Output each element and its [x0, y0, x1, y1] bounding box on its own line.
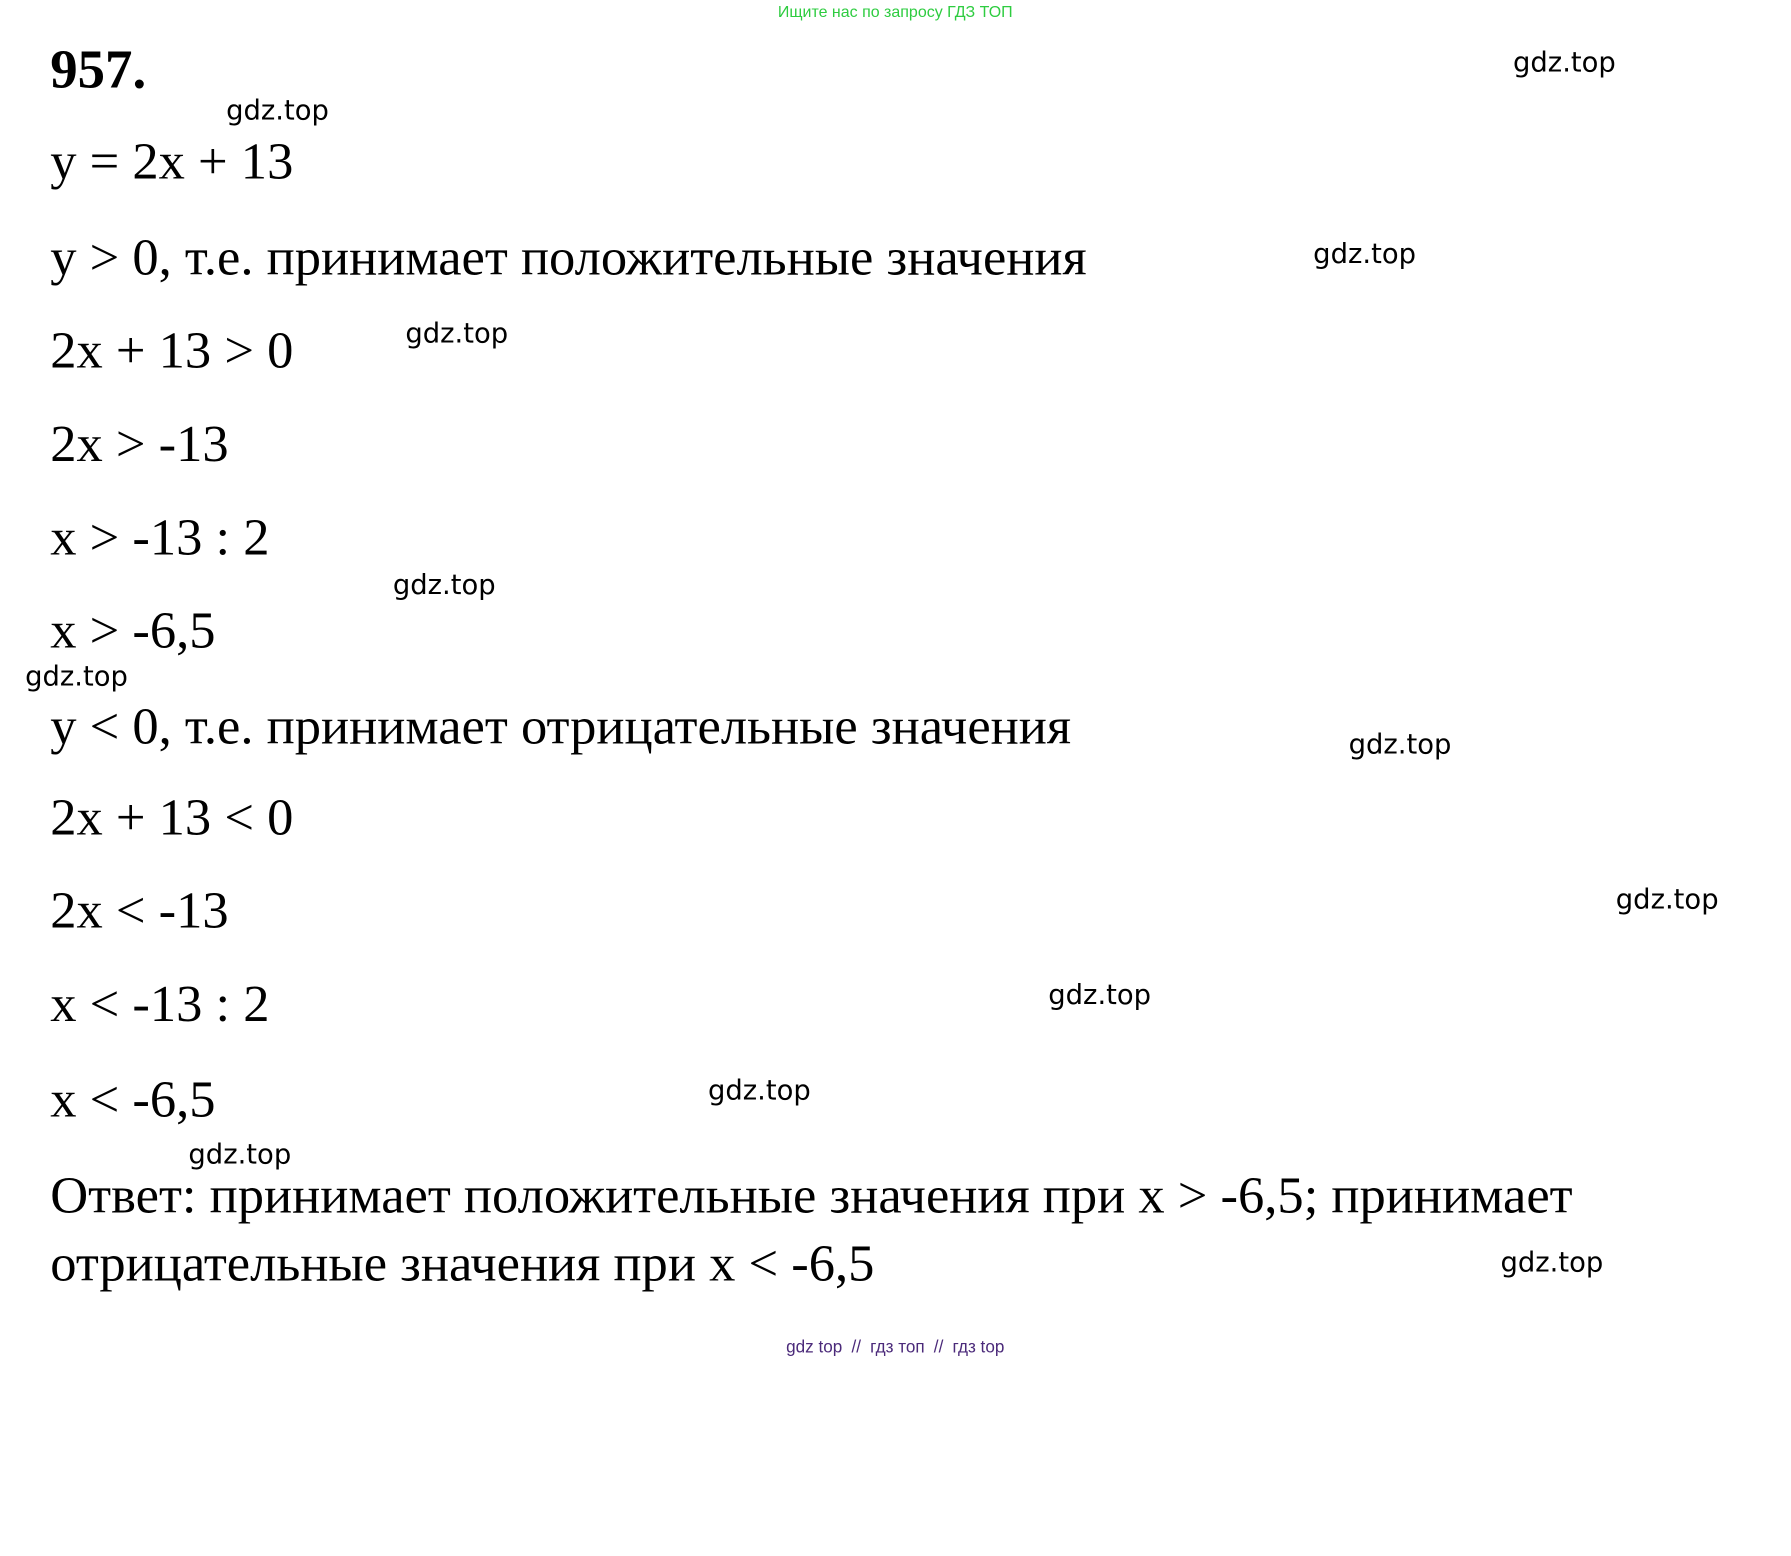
footer-link-gdz-top-mixed[interactable]: гдз top — [952, 1337, 1005, 1357]
watermark: gdz.top — [1615, 883, 1719, 916]
watermark: gdz.top — [1348, 728, 1452, 761]
footer-links — [0, 1336, 1790, 1359]
footer-separator: // — [933, 1337, 944, 1357]
footer-separator: // — [851, 1337, 861, 1357]
solution-line-6: x > -6,5 — [50, 601, 216, 660]
solution-line-11: x < -6,5 — [50, 1070, 216, 1129]
watermark: gdz.top — [707, 1074, 811, 1107]
solution-line-9: 2x < -13 — [50, 881, 229, 940]
solution-line-4: 2x > -13 — [50, 414, 229, 473]
solution-line-3: 2x + 13 > 0 — [50, 321, 294, 380]
watermark: gdz.top — [1513, 46, 1616, 79]
solution-line-7: y < 0, т.е. принимает отрицательные значения — [50, 696, 1072, 755]
answer-line-1: Ответ: принимает положительные значения при x > -6,5; принимает — [50, 1165, 1573, 1224]
watermark: gdz.top — [1500, 1246, 1604, 1279]
problem-number: 957. — [50, 39, 147, 101]
watermark: gdz.top — [226, 94, 329, 127]
watermark: gdz.top — [25, 660, 128, 693]
solution-line-1: y = 2x + 13 — [50, 132, 294, 191]
solution-line-8: 2x + 13 < 0 — [50, 787, 294, 846]
watermark: gdz.top — [1048, 978, 1152, 1011]
footer-link-gdz-top[interactable]: gdz top — [786, 1337, 843, 1357]
answer-line-2: отрицательные значения при x < -6,5 — [50, 1233, 875, 1292]
solution-line-2: y > 0, т.е. принимает положительные значения — [50, 227, 1087, 286]
watermark: gdz.top — [392, 569, 496, 602]
solution-line-5: x > -13 : 2 — [50, 507, 270, 566]
watermark: gdz.top — [188, 1138, 292, 1171]
footer-link-gdz-top-ru[interactable]: гдз топ — [870, 1337, 925, 1357]
watermark: gdz.top — [1313, 237, 1416, 270]
watermark: gdz.top — [405, 317, 509, 350]
solution-line-10: x < -13 : 2 — [50, 974, 270, 1033]
top-banner[interactable]: Ищите нас по запросу ГДЗ ТОП — [777, 2, 1013, 21]
